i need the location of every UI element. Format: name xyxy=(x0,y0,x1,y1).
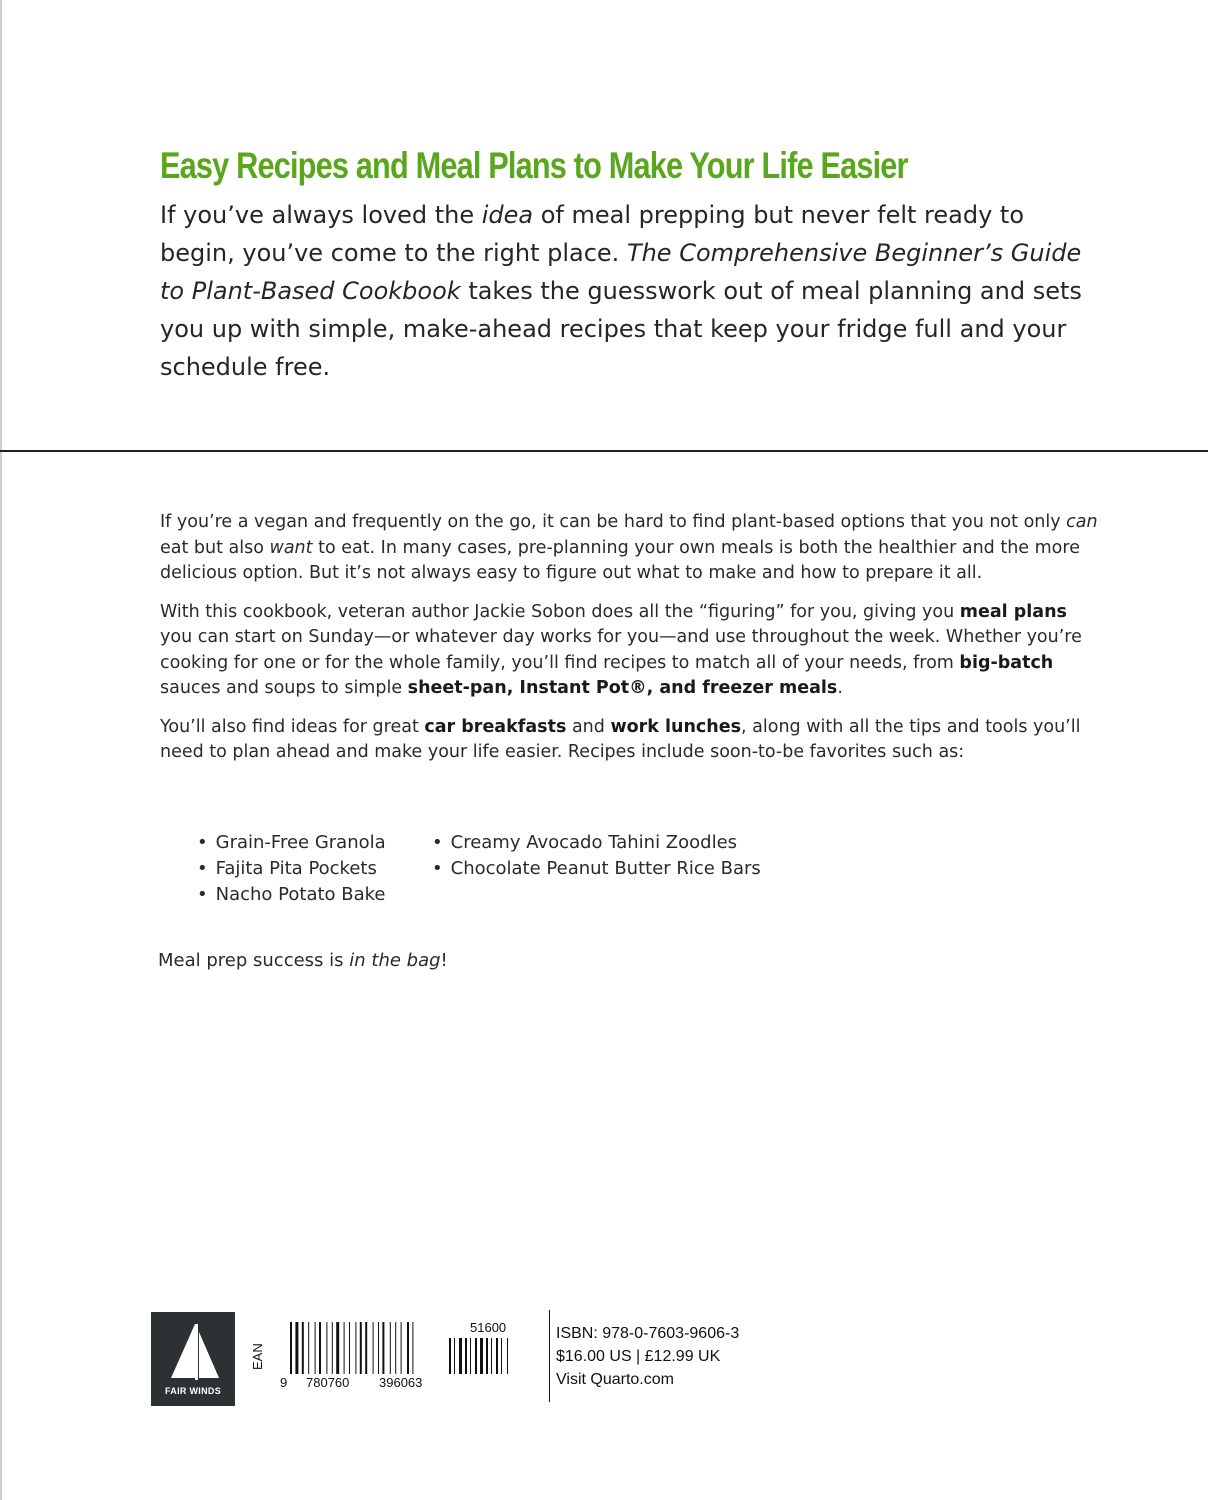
barcode-bar xyxy=(332,1322,333,1374)
barcode-bar xyxy=(315,1322,316,1374)
barcode-addon-bar xyxy=(491,1338,492,1374)
barcode-bar xyxy=(336,1322,339,1374)
barcode-bar xyxy=(390,1322,391,1374)
barcode-addon-bar xyxy=(501,1338,502,1374)
closing-em: in the bag xyxy=(349,950,441,971)
body-paragraph-1 xyxy=(160,510,1100,587)
barcode-digits-left: 780760 xyxy=(306,1375,350,1390)
intro-paragraph xyxy=(160,196,1100,386)
barcode xyxy=(280,1320,529,1395)
p3-text-a: You’ll also find ideas for great xyxy=(160,716,425,737)
barcode-addon-bar xyxy=(496,1338,498,1374)
barcode-digit-first: 9 xyxy=(280,1375,288,1390)
p1-text-b: eat but also xyxy=(160,537,270,558)
barcode-addon-bar xyxy=(465,1338,467,1374)
list-item: • Chocolate Peanut Butter Rice Bars xyxy=(432,856,761,882)
barcode-addon-bar xyxy=(454,1338,455,1374)
body-paragraph-3 xyxy=(160,715,1100,766)
barcode-bar xyxy=(290,1322,292,1374)
closing-text-a: Meal prep success is xyxy=(158,950,350,971)
barcode-bar xyxy=(407,1322,409,1374)
recipe-list-column-1 xyxy=(197,830,386,908)
intro-text-2: of meal prepping but never felt ready to begin, you’ve come to the right place. xyxy=(160,201,1025,267)
price: $16.00 US | £12.99 UK xyxy=(556,1348,721,1365)
p2-text-c: sauces and soups to simple xyxy=(160,678,408,698)
barcode-addon-bar xyxy=(470,1338,471,1374)
ean-label: EAN xyxy=(250,1343,265,1370)
p1-em-want: want xyxy=(269,537,313,558)
barcode-addon-bar xyxy=(486,1338,488,1374)
closing-text-b: ! xyxy=(440,950,448,971)
barcode-bar xyxy=(412,1322,413,1374)
body-paragraph-2 xyxy=(160,600,1100,702)
p2-bold-sheet-pan: sheet-pan, Instant Pot®, and freezer meals xyxy=(407,678,838,698)
barcode-bar xyxy=(349,1322,350,1374)
barcode-addon-bar xyxy=(480,1338,483,1374)
p2-bold-big-batch: big-batch xyxy=(959,652,1054,673)
intro-text-1: If you’ve always loved the xyxy=(160,201,482,229)
intro-text-3: takes the guesswork out of meal planning and sets you up with simple, make-ahead recipes that keep your fridge full and your schedule free. xyxy=(160,277,1082,381)
p3-text-b: and xyxy=(566,716,611,737)
vertical-divider xyxy=(549,1310,550,1402)
barcode-bar xyxy=(319,1322,321,1374)
barcode-bar xyxy=(395,1322,396,1374)
barcode-bar xyxy=(365,1322,367,1374)
list-item: • Fajita Pita Pockets xyxy=(197,856,386,882)
isbn: ISBN: 978-0-7603-9606-3 xyxy=(556,1325,740,1342)
barcode-bar xyxy=(308,1322,309,1374)
recipe-list-column-2 xyxy=(432,830,761,882)
barcode-bar xyxy=(382,1322,384,1374)
list-item: • Nacho Potato Bake xyxy=(197,882,386,908)
barcode-digits-right: 396063 xyxy=(379,1375,423,1390)
list-item: • Grain-Free Granola xyxy=(197,830,386,856)
list-item: • Creamy Avocado Tahini Zoodles xyxy=(432,830,761,856)
barcode-bar xyxy=(355,1322,356,1374)
barcode-addon-bar xyxy=(475,1338,477,1374)
headline: Easy Recipes and Meal Plans to Make Your Life Easier xyxy=(160,145,908,186)
barcode-bar xyxy=(373,1322,374,1374)
closing-line xyxy=(158,950,448,971)
barcode-addon-bar xyxy=(507,1338,508,1374)
website: Visit Quarto.com xyxy=(556,1371,674,1388)
p2-bold-meal-plans: meal plans xyxy=(959,601,1067,622)
barcode-bar xyxy=(360,1322,362,1374)
barcode-addon-bar xyxy=(449,1338,451,1374)
barcode-bar xyxy=(326,1322,327,1374)
p3-text-c: , along with all the tips and tools you’ll need to plan ahead and make your life easier. Recipes include soon-to-be favorites such as: xyxy=(160,716,1081,762)
horizontal-rule xyxy=(0,450,1208,452)
page-edge xyxy=(0,0,2,1500)
barcode-bar xyxy=(295,1322,298,1374)
publisher-name: FAIR WINDS xyxy=(165,1386,221,1396)
p2-text-d: . xyxy=(837,678,843,698)
barcode-bar xyxy=(302,1322,304,1374)
publisher-logo xyxy=(151,1312,235,1406)
p1-text-c: to eat. In many cases, pre-planning your own meals is both the healthier and the more delicious option. But it’s not always easy to figure out what to make and how to prepare it all. xyxy=(160,537,1080,583)
barcode-bar xyxy=(401,1322,402,1374)
book-info xyxy=(556,1322,739,1391)
barcode-bar xyxy=(378,1322,379,1374)
p2-text-a: With this cookbook, veteran author Jackie Sobon does all the “figuring” for you, giving you xyxy=(160,601,960,622)
p3-bold-car-breakfasts: car breakfasts xyxy=(424,716,567,737)
p3-bold-work-lunches: work lunches xyxy=(610,716,742,737)
p1-text-a: If you’re a vegan and frequently on the go, it can be hard to find plant-based options that you not only xyxy=(160,512,1067,532)
p2-text-b: you can start on Sunday—or whatever day works for you—and use throughout the week. Whether you’re cooking for one or for the whole family, you’ll find recipes to match all of your needs, from xyxy=(160,627,1082,673)
intro-em-idea: idea xyxy=(481,201,534,229)
barcode-bar xyxy=(344,1322,345,1374)
intro-em-title: The Comprehensive Beginner’s Guide to Plant-Based Cookbook xyxy=(160,239,1082,305)
p1-em-can: can xyxy=(1066,512,1098,532)
description-block xyxy=(160,510,1100,779)
barcode-addon-bar xyxy=(459,1338,462,1374)
price-code: 51600 xyxy=(470,1320,507,1335)
